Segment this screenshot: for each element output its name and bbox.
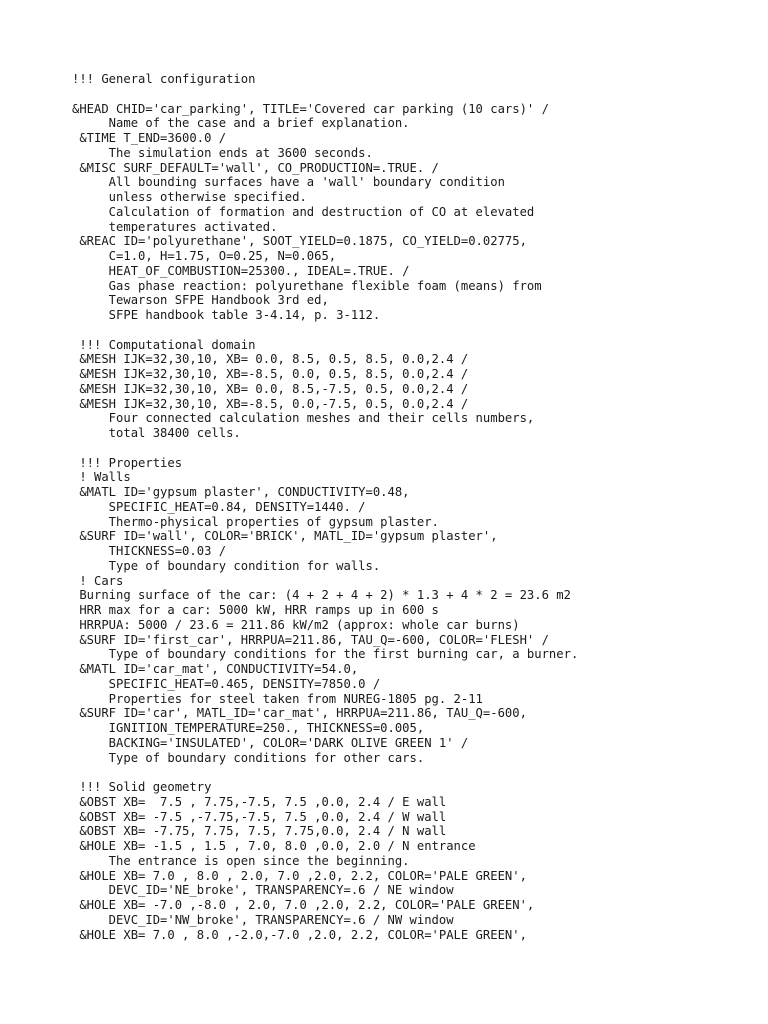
text-line xyxy=(72,765,762,780)
text-line: unless otherwise specified. xyxy=(72,190,307,204)
text-line: The entrance is open since the beginning. xyxy=(72,853,410,868)
text-line: Burning surface of the car: (4 + 2 + 4 + 2) * 1.3 + 4 * 2 = 23.6 m2 xyxy=(72,588,571,603)
text-line: &MATL ID='car_mat', CONDUCTIVITY=54.0, xyxy=(72,662,359,676)
text-line: Four connected calculation meshes and their cells numbers, xyxy=(72,411,535,426)
text-line: ! Cars xyxy=(72,573,124,588)
text-line: !!! Computational domain xyxy=(72,337,256,352)
text-line: total 38400 cells. xyxy=(72,426,241,440)
text-line: DEVC_ID='NW_broke', TRANSPARENCY=.6 / NW window xyxy=(72,912,454,927)
text-line: Type of boundary conditions for the first burning car, a burner. xyxy=(72,647,579,662)
text-line: &MESH IJK=32,30,10, XB=-8.5, 0.0, 0.5, 8.5, 0.0,2.4 / xyxy=(72,367,469,381)
text-line: &SURF ID='car', MATL_ID='car_mat', HRRPUA=211.86, TAU_Q=-600, xyxy=(72,706,527,721)
text-line: Properties for steel taken from NUREG-1805 pg. 2-11 xyxy=(72,691,483,706)
text-line: The simulation ends at 3600 seconds. xyxy=(72,145,373,160)
text-line: &SURF ID='first_car', HRRPUA=211.86, TAU_Q=-600, COLOR='FLESH' / xyxy=(72,632,549,647)
text-line: HRR max for a car: 5000 kW, HRR ramps up in 600 s xyxy=(72,603,439,617)
text-line: HEAT_OF_COMBUSTION=25300., IDEAL=.TRUE. / xyxy=(72,263,410,278)
text-line xyxy=(72,323,762,338)
text-line: temperatures activated. xyxy=(72,219,278,234)
text-line: &HOLE XB= -1.5 , 1.5 , 7.0, 8.0 ,0.0, 2.0 / N entrance xyxy=(72,839,476,853)
text-line: &SURF ID='wall', COLOR='BRICK', MATL_ID='gypsum plaster', xyxy=(72,529,498,544)
text-line: SFPE handbook table 3-4.14, p. 3-112. xyxy=(72,308,381,322)
text-line: Thermo-physical properties of gypsum plaster. xyxy=(72,514,439,529)
text-line: &MISC SURF_DEFAULT='wall', CO_PRODUCTION=.TRUE. / xyxy=(72,160,439,175)
text-line: &MESH IJK=32,30,10, XB=-8.5, 0.0,-7.5, 0.5, 0.0,2.4 / xyxy=(72,396,469,411)
text-line: BACKING='INSULATED', COLOR='DARK OLIVE GREEN 1' / xyxy=(72,735,469,750)
text-line xyxy=(72,441,762,456)
text-line: &HEAD CHID='car_parking', TITLE='Covered car parking (10 cars)' / xyxy=(72,101,549,116)
text-line: &MESH IJK=32,30,10, XB= 0.0, 8.5,-7.5, 0.5, 0.0,2.4 / xyxy=(72,381,469,396)
text-line: All bounding surfaces have a 'wall' boundary condition xyxy=(72,175,505,190)
text-line: SPECIFIC_HEAT=0.84, DENSITY=1440. / xyxy=(72,499,366,514)
text-line: C=1.0, H=1.75, O=0.25, N=0.065, xyxy=(72,249,337,263)
document-text xyxy=(72,72,762,942)
text-line: &MESH IJK=32,30,10, XB= 0.0, 8.5, 0.5, 8.5, 0.0,2.4 / xyxy=(72,352,469,367)
text-line xyxy=(72,87,762,102)
text-line: &MATL ID='gypsum plaster', CONDUCTIVITY=0.48, xyxy=(72,485,410,499)
text-line: !!! Solid geometry xyxy=(72,780,212,794)
text-line: &OBST XB= 7.5 , 7.75,-7.5, 7.5 ,0.0, 2.4 / E wall xyxy=(72,794,447,809)
text-line: !!! Properties xyxy=(72,455,183,470)
text-line: THICKNESS=0.03 / xyxy=(72,544,227,558)
text-line: Name of the case and a brief explanation. xyxy=(72,116,410,131)
text-line: &OBST XB= -7.5 ,-7.75,-7.5, 7.5 ,0.0, 2.4 / W wall xyxy=(72,809,447,824)
text-line: &REAC ID='polyurethane', SOOT_YIELD=0.1875, CO_YIELD=0.02775, xyxy=(72,234,527,249)
text-line: !!! General configuration xyxy=(72,72,256,86)
text-line: Calculation of formation and destruction of CO at elevated xyxy=(72,204,535,219)
text-line: &OBST XB= -7.75, 7.75, 7.5, 7.75,0.0, 2.4 / N wall xyxy=(72,824,447,839)
text-line: &HOLE XB= -7.0 ,-8.0 , 2.0, 7.0 ,2.0, 2.2, COLOR='PALE GREEN', xyxy=(72,898,535,912)
text-line: &HOLE XB= 7.0 , 8.0 , 2.0, 7.0 ,2.0, 2.2, COLOR='PALE GREEN', xyxy=(72,868,527,883)
text-line: HRRPUA: 5000 / 23.6 = 211.86 kW/m2 (approx: whole car burns) xyxy=(72,617,520,632)
text-line: DEVC_ID='NE_broke', TRANSPARENCY=.6 / NE window xyxy=(72,883,454,898)
text-line: &HOLE XB= 7.0 , 8.0 ,-2.0,-7.0 ,2.0, 2.2, COLOR='PALE GREEN', xyxy=(72,927,527,942)
text-line: &TIME T_END=3600.0 / xyxy=(72,131,227,145)
text-line: ! Walls xyxy=(72,470,131,485)
text-line: Type of boundary condition for walls. xyxy=(72,558,381,573)
text-line: SPECIFIC_HEAT=0.465, DENSITY=7850.0 / xyxy=(72,676,381,691)
text-line: Type of boundary conditions for other cars. xyxy=(72,750,425,765)
text-line: IGNITION_TEMPERATURE=250., THICKNESS=0.005, xyxy=(72,721,425,735)
text-line: Gas phase reaction: polyurethane flexible foam (means) from xyxy=(72,278,542,293)
text-line: Tewarson SFPE Handbook 3rd ed, xyxy=(72,293,329,308)
